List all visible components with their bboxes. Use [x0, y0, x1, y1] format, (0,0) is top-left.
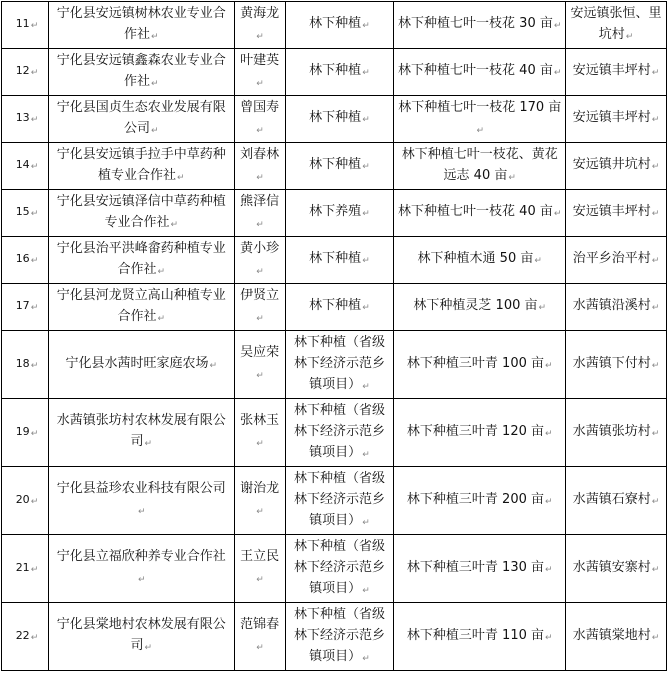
cell-leader: 吴应荣↵	[234, 331, 285, 399]
cell-content: 林下种植三叶青 110 亩↵	[394, 603, 566, 671]
table-row	[2, 467, 667, 535]
table-row	[2, 96, 667, 143]
cell-content: 林下种植七叶一枝花、黄花远志 40 亩↵	[394, 143, 566, 190]
cell-type: 林下种植↵	[285, 143, 394, 190]
cell-type: 林下种植（省级林下经济示范乡镇项目）↵	[285, 603, 394, 671]
table-row	[2, 535, 667, 603]
cell-type: 林下种植（省级林下经济示范乡镇项目）↵	[285, 399, 394, 467]
cell-location: 安远镇丰坪村↵	[566, 190, 667, 237]
cell-location: 安远镇丰坪村↵	[566, 96, 667, 143]
table-row	[2, 399, 667, 467]
project-table-body	[2, 2, 667, 671]
cell-name: 宁化县益珍农业科技有限公司↵	[48, 467, 234, 535]
cell-no: 22↵	[2, 603, 49, 671]
cell-name: 宁化县河龙贤立高山种植专业合作社↵	[48, 284, 234, 331]
cell-name: 宁化县安远镇鑫森农业专业合作社↵	[48, 49, 234, 96]
cell-no: 16↵	[2, 237, 49, 284]
cell-name: 宁化县治平洪峰畲药种植专业合作社↵	[48, 237, 234, 284]
cell-leader: 刘春林↵	[234, 143, 285, 190]
cell-content: 林下种植七叶一枝花 40 亩↵	[394, 49, 566, 96]
cell-no: 11↵	[2, 2, 49, 49]
cell-leader: 伊贤立↵	[234, 284, 285, 331]
cell-no: 18↵	[2, 331, 49, 399]
cell-no: 20↵	[2, 467, 49, 535]
cell-type: 林下种植（省级林下经济示范乡镇项目）↵	[285, 331, 394, 399]
table-row	[2, 2, 667, 49]
cell-content: 林下种植三叶青 120 亩↵	[394, 399, 566, 467]
table-row	[2, 237, 667, 284]
cell-leader: 叶建英↵	[234, 49, 285, 96]
cell-leader: 熊泽信↵	[234, 190, 285, 237]
cell-location: 水茜镇棠地村↵	[566, 603, 667, 671]
cell-content: 林下种植三叶青 130 亩↵	[394, 535, 566, 603]
cell-no: 21↵	[2, 535, 49, 603]
cell-location: 安远镇张恒、里坑村↵	[566, 2, 667, 49]
table-row	[2, 143, 667, 190]
table-row	[2, 331, 667, 399]
cell-leader: 黄海龙↵	[234, 2, 285, 49]
cell-type: 林下种植（省级林下经济示范乡镇项目）↵	[285, 535, 394, 603]
cell-content: 林下种植三叶青 100 亩↵	[394, 331, 566, 399]
cell-no: 14↵	[2, 143, 49, 190]
cell-no: 13↵	[2, 96, 49, 143]
cell-name: 宁化县安远镇手拉手中草药种植专业合作社↵	[48, 143, 234, 190]
cell-leader: 黄小珍↵	[234, 237, 285, 284]
cell-content: 林下种植三叶青 200 亩↵	[394, 467, 566, 535]
cell-leader: 范锦春↵	[234, 603, 285, 671]
table-row	[2, 49, 667, 96]
cell-name: 宁化县立福欣种养专业合作社↵	[48, 535, 234, 603]
cell-content: 林下种植木通 50 亩↵	[394, 237, 566, 284]
cell-location: 安远镇井坑村↵	[566, 143, 667, 190]
cell-name: 宁化县国贞生态农业发展有限公司↵	[48, 96, 234, 143]
cell-location: 水茜镇张坊村↵	[566, 399, 667, 467]
cell-name: 宁化县安远镇树林农业专业合作社↵	[48, 2, 234, 49]
cell-no: 12↵	[2, 49, 49, 96]
cell-location: 水茜镇下付村↵	[566, 331, 667, 399]
cell-name: 宁化县棠地村农林发展有限公司↵	[48, 603, 234, 671]
table-row	[2, 284, 667, 331]
cell-type: 林下种植↵	[285, 237, 394, 284]
cell-no: 15↵	[2, 190, 49, 237]
cell-type: 林下种植↵	[285, 284, 394, 331]
cell-leader: 谢治龙↵	[234, 467, 285, 535]
cell-location: 安远镇丰坪村↵	[566, 49, 667, 96]
cell-location: 治平乡治平村↵	[566, 237, 667, 284]
table-row	[2, 603, 667, 671]
cell-no: 17↵	[2, 284, 49, 331]
cell-name: 水茜镇张坊村农林发展有限公司↵	[48, 399, 234, 467]
cell-content: 林下种植七叶一枝花 30 亩↵	[394, 2, 566, 49]
cell-content: 林下种植七叶一枝花 40 亩↵	[394, 190, 566, 237]
cell-content: 林下种植七叶一枝花 170 亩↵	[394, 96, 566, 143]
cell-location: 水茜镇安寨村↵	[566, 535, 667, 603]
cell-type: 林下种植↵	[285, 49, 394, 96]
cell-type: 林下养殖↵	[285, 190, 394, 237]
cell-leader: 王立民↵	[234, 535, 285, 603]
cell-type: 林下种植（省级林下经济示范乡镇项目）↵	[285, 467, 394, 535]
cell-name: 宁化县安远镇泽信中草药种植专业合作社↵	[48, 190, 234, 237]
cell-leader: 曾国寿↵	[234, 96, 285, 143]
cell-content: 林下种植灵芝 100 亩↵	[394, 284, 566, 331]
cell-location: 水茜镇沿溪村↵	[566, 284, 667, 331]
cell-location: 水茜镇石寮村↵	[566, 467, 667, 535]
cell-name: 宁化县水茜时旺家庭农场↵	[48, 331, 234, 399]
table-row	[2, 190, 667, 237]
cell-leader: 张林玉↵	[234, 399, 285, 467]
cell-type: 林下种植↵	[285, 96, 394, 143]
cell-no: 19↵	[2, 399, 49, 467]
cell-type: 林下种植↵	[285, 2, 394, 49]
project-table	[1, 1, 667, 671]
